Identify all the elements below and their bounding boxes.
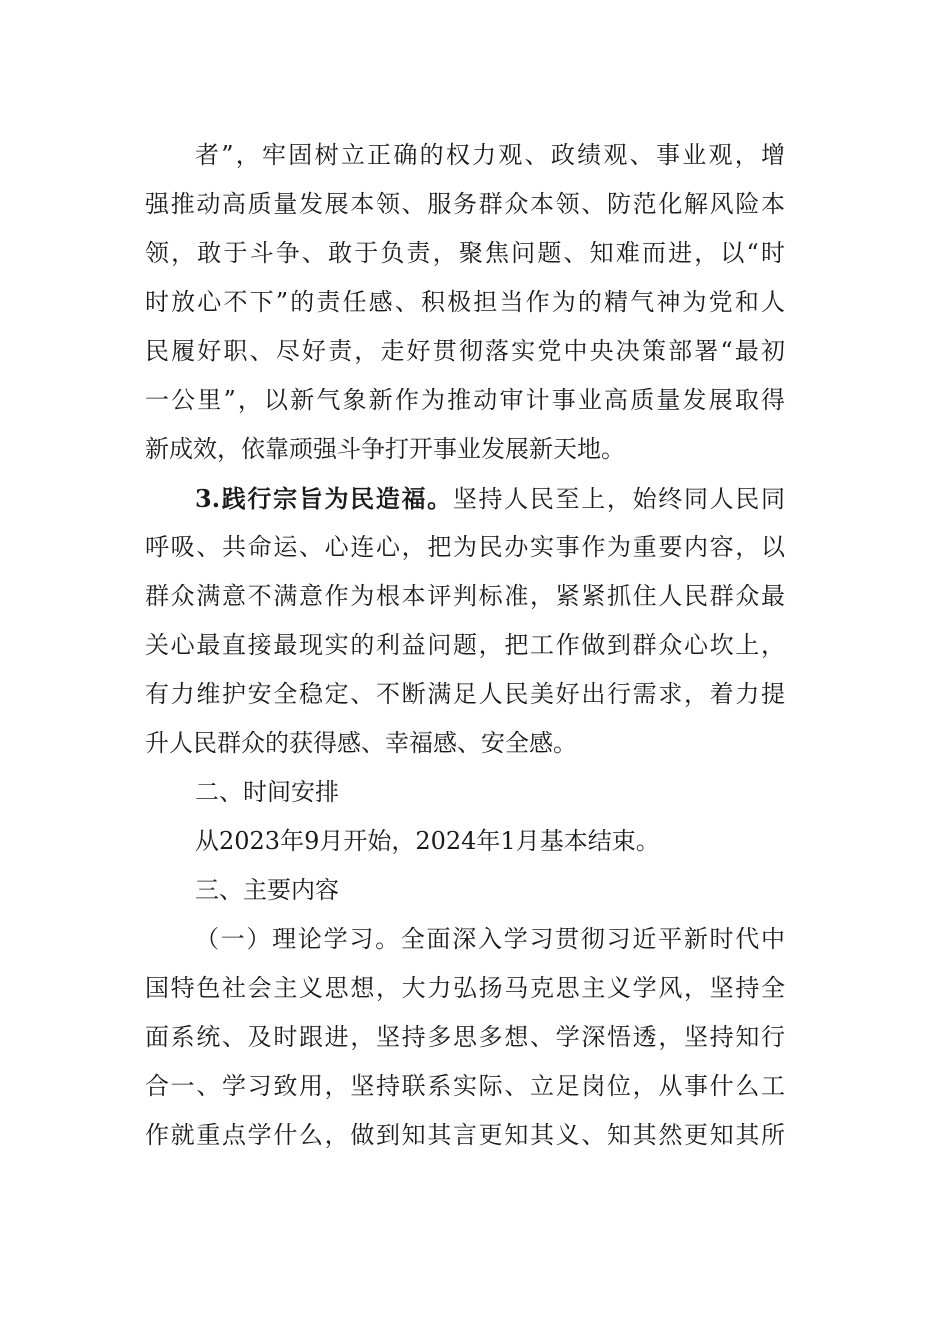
section-3-heading: 3.践行宗旨为民造福。 <box>195 484 453 513</box>
paragraph-line: 领，敢于斗争、敢于负责，聚焦问题、知难而进，以“时 <box>145 239 785 267</box>
paragraph-line: 群众满意不满意作为根本评判标准，紧紧抓住人民群众最 <box>145 582 785 610</box>
paragraph-line: 有力维护安全稳定、不断满足人民美好出行需求，着力提 <box>145 680 785 708</box>
paragraph-line: 新成效，依靠顽强斗争打开事业发展新天地。 <box>145 435 625 463</box>
paragraph-line: 国特色社会主义思想，大力弘扬马克思主义学风，坚持全 <box>145 974 785 1002</box>
section-3-first-line-text: 坚持人民至上，始终同人民同 <box>452 485 785 513</box>
paragraph-line: 者”，牢固树立正确的权力观、政绩观、事业观，增 <box>195 141 785 169</box>
paragraph-line: 面系统、及时跟进，坚持多思多想、学深悟透，坚持知行 <box>145 1023 785 1051</box>
paragraph-line: 合一、学习致用，坚持联系实际、立足岗位，从事什么工 <box>145 1072 785 1100</box>
paragraph-line: 强推动高质量发展本领、服务群众本领、防范化解风险本 <box>145 190 785 218</box>
paragraph-line: 民履好职、尽好责，走好贯彻落实党中央决策部署“最初 <box>145 337 785 365</box>
paragraph-line: 升人民群众的获得感、幸福感、安全感。 <box>145 729 577 757</box>
paragraph-line: 时放心不下”的责任感、积极担当作为的精气神为党和人 <box>145 288 785 316</box>
paragraph-line: 呼吸、共命运、心连心，把为民办实事作为重要内容，以 <box>145 533 785 561</box>
time-text: 从2023年9月开始，2024年1月基本结束。 <box>195 827 660 855</box>
time-heading: 二、时间安排 <box>195 778 339 806</box>
paragraph-line: 关心最直接最现实的利益问题，把工作做到群众心坎上， <box>145 631 785 659</box>
paragraph-line: 作就重点学什么，做到知其言更知其义、知其然更知其所 <box>145 1121 785 1149</box>
section-3-first-line <box>145 474 785 523</box>
theory-first-line: （一）理论学习。全面深入学习贯彻习近平新时代中 <box>195 925 785 953</box>
document-body <box>145 131 785 1160</box>
paragraph-line: 一公里”，以新气象新作为推动审计事业高质量发展取得 <box>145 386 785 414</box>
content-heading: 三、主要内容 <box>195 876 339 904</box>
